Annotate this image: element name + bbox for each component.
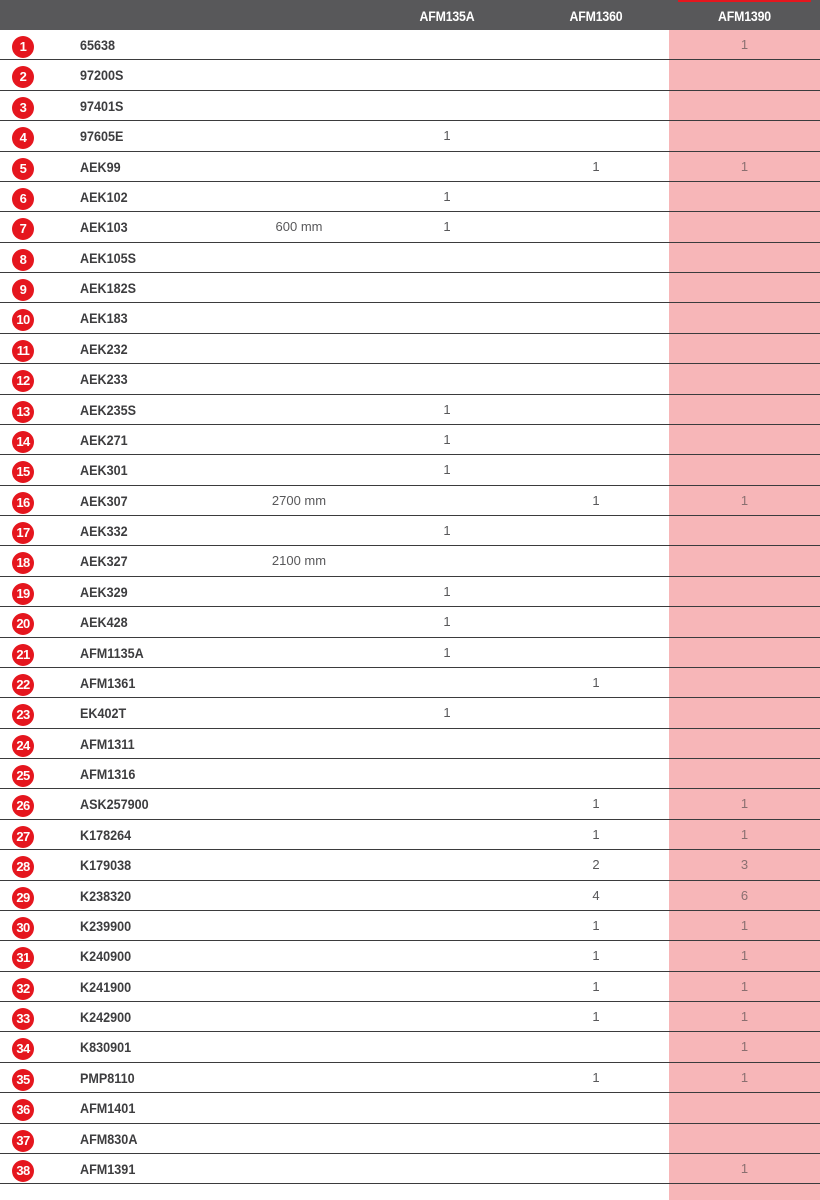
qty-afm1360 bbox=[521, 1093, 671, 1123]
part-length-note bbox=[240, 395, 358, 425]
table-row bbox=[0, 972, 820, 1002]
table-header bbox=[0, 0, 820, 30]
row-number-badge: 26 bbox=[12, 795, 34, 817]
part-length-note bbox=[240, 364, 358, 394]
table-row bbox=[0, 1002, 820, 1032]
part-code: AEK99 bbox=[80, 158, 121, 175]
qty-afm1360: 1 bbox=[592, 796, 600, 812]
qty-afm1360: 1 bbox=[592, 674, 600, 690]
part-length-note bbox=[240, 820, 358, 850]
table-row bbox=[0, 546, 820, 576]
row-number-badge: 16 bbox=[12, 492, 34, 514]
qty-afm1360 bbox=[521, 121, 671, 151]
table-row bbox=[0, 638, 820, 668]
table-row bbox=[0, 1032, 820, 1062]
qty-afm1390: 1 bbox=[740, 796, 749, 812]
qty-afm135a: 1 bbox=[443, 705, 451, 721]
part-code: AFM1316 bbox=[80, 766, 136, 782]
part-length-note: 2100 mm bbox=[271, 553, 327, 569]
part-length-note bbox=[240, 182, 358, 212]
qty-afm1360 bbox=[521, 607, 671, 637]
part-code: AEK103 bbox=[80, 219, 128, 236]
part-code: 97605E bbox=[80, 128, 124, 145]
qty-afm135a: 1 bbox=[443, 401, 451, 417]
qty-afm1360: 1 bbox=[592, 492, 600, 508]
qty-afm1390 bbox=[669, 425, 820, 455]
qty-afm1360: 4 bbox=[592, 887, 600, 903]
row-number-badge: 21 bbox=[12, 644, 34, 666]
table-row bbox=[0, 212, 820, 242]
part-length-note bbox=[240, 334, 358, 364]
qty-afm135a bbox=[372, 820, 522, 850]
qty-afm1390: 1 bbox=[740, 37, 749, 52]
qty-afm135a bbox=[372, 729, 522, 759]
qty-afm1360: 1 bbox=[592, 826, 600, 842]
row-number-badge: 27 bbox=[12, 826, 34, 848]
part-code: AEK182S bbox=[80, 280, 137, 296]
qty-afm1390: 3 bbox=[740, 857, 749, 873]
qty-afm1360 bbox=[521, 395, 671, 425]
table-row bbox=[0, 455, 820, 485]
qty-afm1390: 1 bbox=[740, 1039, 749, 1055]
part-code: K239900 bbox=[80, 917, 132, 934]
qty-afm1390 bbox=[669, 212, 820, 242]
row-number-badge: 3 bbox=[12, 97, 34, 119]
qty-afm1390: 6 bbox=[740, 887, 749, 903]
part-length-note bbox=[240, 91, 358, 121]
table-row bbox=[0, 729, 820, 759]
table-row bbox=[0, 668, 820, 698]
qty-afm135a bbox=[372, 759, 522, 789]
qty-afm1390 bbox=[669, 577, 820, 607]
part-length-note bbox=[240, 1002, 358, 1032]
qty-afm1360 bbox=[521, 243, 671, 273]
qty-afm1390: 1 bbox=[740, 948, 749, 964]
part-code: AEK102 bbox=[80, 188, 128, 205]
qty-afm1390 bbox=[669, 303, 820, 333]
part-length-note bbox=[240, 759, 358, 789]
row-number-badge: 20 bbox=[12, 613, 34, 635]
part-code: K241900 bbox=[80, 978, 132, 995]
qty-afm1360 bbox=[521, 182, 671, 212]
part-code: AEK332 bbox=[80, 523, 128, 539]
qty-afm1390 bbox=[669, 364, 820, 394]
header-col-afm1390: AFM1390 bbox=[678, 0, 811, 30]
row-number-badge: 10 bbox=[12, 309, 34, 331]
row-number-badge: 12 bbox=[12, 370, 34, 392]
qty-afm1390: 1 bbox=[740, 917, 749, 933]
qty-afm135a bbox=[372, 1063, 522, 1093]
part-code: AFM1311 bbox=[80, 735, 135, 752]
part-length-note bbox=[240, 789, 358, 819]
qty-afm1390 bbox=[669, 243, 820, 273]
table-row bbox=[0, 881, 820, 911]
part-length-note bbox=[240, 941, 358, 971]
table-row bbox=[0, 911, 820, 941]
table-row bbox=[0, 1154, 820, 1184]
part-length-note bbox=[240, 698, 358, 728]
qty-afm135a bbox=[372, 1032, 522, 1062]
table-row bbox=[0, 759, 820, 789]
qty-afm135a: 1 bbox=[443, 523, 451, 538]
qty-afm135a bbox=[372, 303, 522, 333]
qty-afm1360: 1 bbox=[592, 948, 600, 964]
row-number-badge: 36 bbox=[12, 1099, 34, 1121]
qty-afm135a: 1 bbox=[443, 614, 451, 630]
qty-afm135a bbox=[372, 1124, 522, 1154]
part-length-note bbox=[240, 638, 358, 668]
table-body bbox=[0, 30, 820, 1184]
qty-afm135a bbox=[372, 364, 522, 394]
qty-afm1360 bbox=[521, 455, 671, 485]
qty-afm135a bbox=[372, 486, 522, 516]
qty-afm1360 bbox=[521, 364, 671, 394]
row-number-badge: 6 bbox=[12, 188, 34, 210]
qty-afm1390 bbox=[669, 668, 820, 698]
table-row bbox=[0, 243, 820, 273]
part-length-note bbox=[240, 243, 358, 273]
qty-afm135a bbox=[372, 91, 522, 121]
table-row bbox=[0, 395, 820, 425]
table-row bbox=[0, 516, 820, 546]
row-number-badge: 28 bbox=[12, 856, 34, 878]
part-length-note: 600 mm bbox=[275, 219, 323, 235]
qty-afm1360: 1 bbox=[592, 917, 600, 933]
part-code: 97401S bbox=[80, 97, 124, 114]
qty-afm1390 bbox=[669, 1093, 820, 1123]
part-code: K179038 bbox=[80, 857, 132, 874]
row-number-badge: 30 bbox=[12, 917, 34, 939]
qty-afm1390 bbox=[669, 395, 820, 425]
header-col-afm135a: AFM135A bbox=[419, 8, 475, 24]
qty-afm1360 bbox=[521, 91, 671, 121]
row-number-badge: 5 bbox=[12, 158, 34, 180]
qty-afm1390 bbox=[669, 638, 820, 668]
qty-afm135a bbox=[372, 850, 522, 880]
table-row bbox=[0, 1124, 820, 1154]
part-code: K830901 bbox=[80, 1039, 132, 1056]
qty-afm1390: 1 bbox=[740, 978, 749, 994]
qty-afm135a bbox=[372, 30, 522, 60]
qty-afm135a bbox=[372, 941, 522, 971]
qty-afm1360 bbox=[521, 546, 671, 576]
qty-afm1360: 2 bbox=[592, 857, 600, 873]
qty-afm135a: 1 bbox=[443, 188, 451, 204]
part-code: AFM1391 bbox=[80, 1160, 136, 1177]
part-code: ASK257900 bbox=[80, 796, 149, 813]
qty-afm135a: 1 bbox=[443, 219, 451, 235]
part-code: AEK183 bbox=[80, 310, 128, 327]
row-number-badge: 11 bbox=[12, 340, 34, 362]
part-code: PMP8110 bbox=[80, 1069, 135, 1086]
qty-afm1360 bbox=[521, 212, 671, 242]
part-length-note bbox=[240, 1154, 358, 1184]
qty-afm1390 bbox=[669, 698, 820, 728]
qty-afm1360 bbox=[521, 30, 671, 60]
row-number-badge: 33 bbox=[12, 1008, 34, 1030]
row-number-badge: 32 bbox=[12, 978, 34, 1000]
part-length-note bbox=[240, 577, 358, 607]
part-code: 97200S bbox=[80, 67, 124, 84]
part-length-note bbox=[240, 516, 358, 546]
table-row bbox=[0, 850, 820, 880]
qty-afm135a bbox=[372, 881, 522, 911]
qty-afm135a bbox=[372, 668, 522, 698]
row-number-badge: 19 bbox=[12, 583, 34, 605]
part-length-note bbox=[240, 729, 358, 759]
qty-afm1360 bbox=[521, 334, 671, 364]
qty-afm1390 bbox=[669, 334, 820, 364]
qty-afm135a bbox=[372, 911, 522, 941]
row-number-badge: 37 bbox=[12, 1130, 34, 1152]
qty-afm1360: 1 bbox=[592, 1069, 600, 1085]
row-number-badge: 13 bbox=[12, 401, 34, 423]
qty-afm1360 bbox=[521, 1032, 671, 1062]
row-number-badge: 29 bbox=[12, 887, 34, 909]
qty-afm1360 bbox=[521, 759, 671, 789]
qty-afm135a bbox=[372, 546, 522, 576]
qty-afm1360 bbox=[521, 516, 671, 546]
part-code: AEK327 bbox=[80, 553, 128, 570]
qty-afm1390: 1 bbox=[740, 1160, 749, 1176]
table-row bbox=[0, 698, 820, 728]
qty-afm1390 bbox=[669, 91, 820, 121]
qty-afm1360 bbox=[521, 60, 671, 90]
part-length-note bbox=[240, 668, 358, 698]
row-number-badge: 34 bbox=[12, 1038, 34, 1060]
part-code: K242900 bbox=[80, 1009, 132, 1025]
qty-afm135a bbox=[372, 1002, 522, 1032]
row-number-badge: 38 bbox=[12, 1160, 34, 1182]
table-row bbox=[0, 577, 820, 607]
row-number-badge: 8 bbox=[12, 249, 34, 271]
part-code: AEK428 bbox=[80, 614, 128, 631]
row-number-badge: 1 bbox=[12, 36, 34, 58]
qty-afm1360 bbox=[521, 303, 671, 333]
row-number-badge: 25 bbox=[12, 765, 34, 787]
qty-afm1390 bbox=[669, 516, 820, 546]
part-code: AEK235S bbox=[80, 401, 137, 418]
table-row bbox=[0, 941, 820, 971]
part-length-note bbox=[240, 303, 358, 333]
table-row bbox=[0, 820, 820, 850]
table-row bbox=[0, 273, 820, 303]
qty-afm135a: 1 bbox=[443, 644, 451, 660]
qty-afm1390: 1 bbox=[740, 492, 749, 508]
part-code: AEK233 bbox=[80, 371, 128, 388]
part-length-note bbox=[240, 911, 358, 941]
qty-afm135a: 1 bbox=[443, 583, 451, 599]
table-row bbox=[0, 91, 820, 121]
part-length-note bbox=[240, 152, 358, 182]
part-code: EK402T bbox=[80, 705, 127, 722]
part-code: AEK271 bbox=[80, 431, 128, 448]
row-number-badge: 23 bbox=[12, 704, 34, 726]
part-length-note bbox=[240, 972, 358, 1002]
table-row bbox=[0, 486, 820, 516]
part-length-note bbox=[240, 273, 358, 303]
part-length-note: 2700 mm bbox=[271, 492, 327, 508]
row-number-badge: 17 bbox=[12, 522, 34, 544]
row-number-badge: 35 bbox=[12, 1069, 34, 1091]
part-code: AFM1135A bbox=[80, 644, 144, 661]
qty-afm1360 bbox=[521, 1154, 671, 1184]
row-number-badge: 2 bbox=[12, 66, 34, 88]
qty-afm1360 bbox=[521, 577, 671, 607]
qty-afm1390: 1 bbox=[740, 826, 749, 842]
part-length-note bbox=[240, 60, 358, 90]
qty-afm135a bbox=[372, 1154, 522, 1184]
part-code: AEK105S bbox=[80, 249, 137, 266]
qty-afm135a: 1 bbox=[443, 462, 451, 478]
qty-afm1390 bbox=[669, 759, 820, 789]
part-length-note bbox=[240, 1032, 358, 1062]
part-length-note bbox=[240, 1063, 358, 1093]
row-number-badge: 22 bbox=[12, 674, 34, 696]
qty-afm1360 bbox=[521, 698, 671, 728]
part-length-note bbox=[240, 121, 358, 151]
part-length-note bbox=[240, 455, 358, 485]
part-length-note bbox=[240, 425, 358, 455]
row-number-badge: 14 bbox=[12, 431, 34, 453]
part-code: AFM830A bbox=[80, 1130, 138, 1147]
part-length-note bbox=[240, 881, 358, 911]
row-number-badge: 4 bbox=[12, 127, 34, 149]
table-row bbox=[0, 303, 820, 333]
qty-afm1390 bbox=[669, 273, 820, 303]
row-number-badge: 18 bbox=[12, 552, 34, 574]
qty-afm1360: 1 bbox=[592, 1009, 600, 1024]
header-col-afm1360: AFM1360 bbox=[569, 8, 623, 24]
qty-afm135a bbox=[372, 972, 522, 1002]
part-code: AEK307 bbox=[80, 492, 128, 509]
qty-afm1390: 1 bbox=[740, 158, 749, 174]
qty-afm1390 bbox=[669, 121, 820, 151]
row-number-badge: 24 bbox=[12, 735, 34, 757]
qty-afm135a bbox=[372, 152, 522, 182]
part-code: K178264 bbox=[80, 826, 132, 843]
part-length-note bbox=[240, 1124, 358, 1154]
table-row bbox=[0, 182, 820, 212]
part-code: K238320 bbox=[80, 887, 132, 904]
qty-afm135a bbox=[372, 273, 522, 303]
part-code: AEK232 bbox=[80, 340, 128, 357]
qty-afm1390: 1 bbox=[740, 1009, 749, 1024]
part-code: 65638 bbox=[80, 37, 116, 53]
qty-afm1390 bbox=[669, 729, 820, 759]
table-row bbox=[0, 364, 820, 394]
qty-afm1390 bbox=[669, 455, 820, 485]
qty-afm1360 bbox=[521, 729, 671, 759]
qty-afm135a bbox=[372, 789, 522, 819]
row-number-badge: 9 bbox=[12, 279, 34, 301]
table-row bbox=[0, 152, 820, 182]
qty-afm1390 bbox=[669, 607, 820, 637]
qty-afm1390: 1 bbox=[740, 1069, 749, 1085]
part-code: AFM1401 bbox=[80, 1100, 136, 1117]
qty-afm1390 bbox=[669, 546, 820, 576]
part-code: K240900 bbox=[80, 948, 132, 965]
table-row bbox=[0, 789, 820, 819]
part-length-note bbox=[240, 850, 358, 880]
qty-afm1360 bbox=[521, 273, 671, 303]
qty-afm1360: 1 bbox=[592, 158, 600, 174]
row-number-badge: 15 bbox=[12, 461, 34, 483]
table-row bbox=[0, 334, 820, 364]
qty-afm1360 bbox=[521, 638, 671, 668]
part-length-note bbox=[240, 1093, 358, 1123]
table-row bbox=[0, 30, 820, 60]
table-row bbox=[0, 425, 820, 455]
table-row bbox=[0, 1063, 820, 1093]
qty-afm1360 bbox=[521, 425, 671, 455]
qty-afm135a bbox=[372, 60, 522, 90]
qty-afm135a bbox=[372, 1093, 522, 1123]
table-row bbox=[0, 60, 820, 90]
table-row bbox=[0, 121, 820, 151]
table-row bbox=[0, 1093, 820, 1123]
qty-afm135a: 1 bbox=[443, 431, 451, 447]
qty-afm1360 bbox=[521, 1124, 671, 1154]
part-length-note bbox=[240, 607, 358, 637]
qty-afm1390 bbox=[669, 182, 820, 212]
part-code: AEK329 bbox=[80, 583, 128, 600]
part-code: AEK301 bbox=[80, 462, 128, 479]
qty-afm1360: 1 bbox=[592, 978, 600, 994]
part-length-note bbox=[240, 30, 358, 60]
qty-afm135a bbox=[372, 334, 522, 364]
qty-afm135a bbox=[372, 243, 522, 273]
qty-afm1390 bbox=[669, 60, 820, 90]
row-number-badge: 31 bbox=[12, 947, 34, 969]
qty-afm1390 bbox=[669, 1124, 820, 1154]
qty-afm135a: 1 bbox=[443, 128, 451, 144]
part-code: AFM1361 bbox=[80, 674, 136, 691]
table-row bbox=[0, 607, 820, 637]
row-number-badge: 7 bbox=[12, 218, 34, 240]
